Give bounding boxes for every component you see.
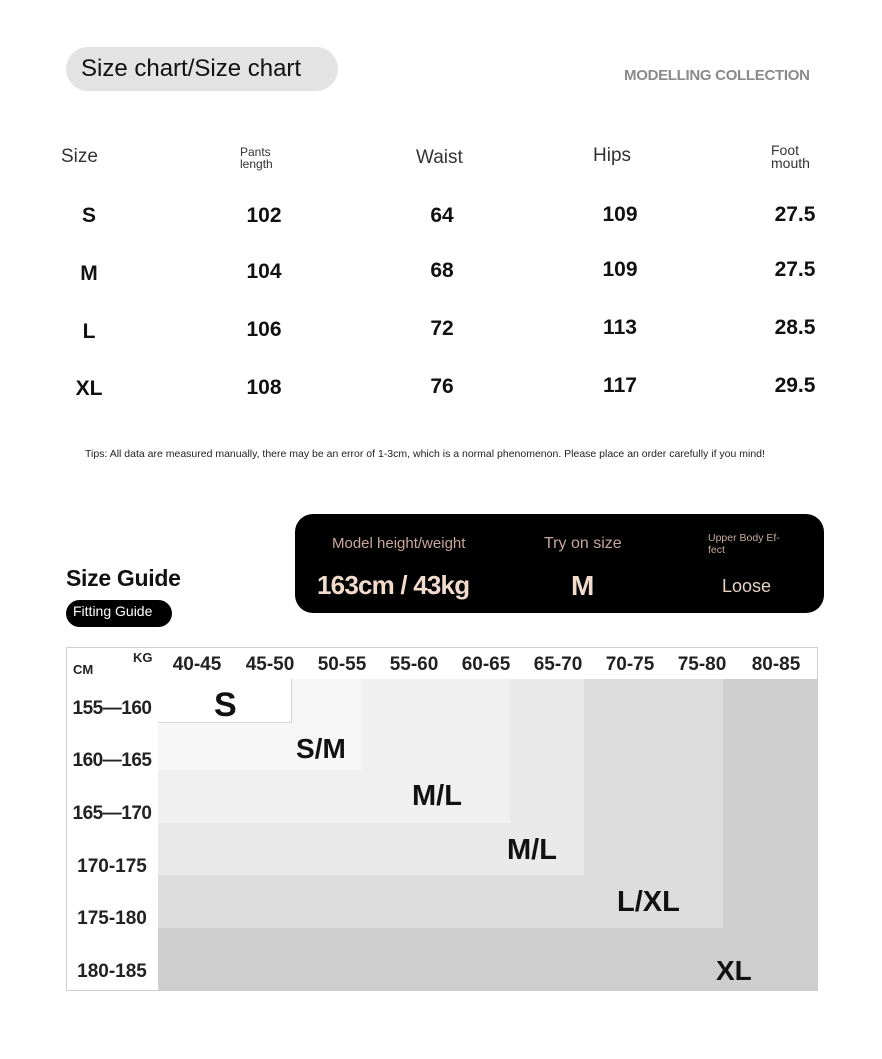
weight-column-header: 60-65: [461, 654, 511, 675]
col-header-foot-mouth: Foot mouth: [771, 142, 810, 171]
table-cell-waist: 68: [430, 259, 454, 282]
height-row-header: 160—165: [72, 750, 152, 771]
upper-body-effect-label: Upper Body Ef- fect: [708, 532, 780, 556]
model-height-weight-value: 163cm / 43kg: [317, 570, 470, 600]
table-cell-hips: 109: [602, 203, 638, 226]
table-cell-foot-mouth: 27.5: [774, 203, 816, 226]
collection-label: MODELLING COLLECTION: [624, 67, 810, 84]
height-row-header: 180-185: [77, 961, 147, 982]
kg-axis-label: KG: [133, 650, 153, 665]
table-cell-size: XL: [75, 377, 103, 400]
try-on-size-label: Try on size: [544, 535, 622, 552]
col-header-size: Size: [61, 146, 98, 167]
height-row-header: 155—160: [72, 698, 152, 719]
tips-note: Tips: All data are measured manually, there may be an error of 1-3cm, which is a normal phenomenon. Please place an order carefully if you mind!: [85, 448, 765, 460]
table-cell-hips: 109: [602, 258, 638, 281]
height-row-header: 170-175: [77, 856, 147, 877]
table-cell-waist: 72: [430, 317, 454, 340]
table-cell-size: M: [80, 262, 98, 285]
table-cell-pants-length: 106: [246, 318, 282, 341]
weight-column-header: 75-80: [677, 654, 727, 675]
zone-label-xl: XL: [716, 955, 752, 986]
try-on-size-value: M: [571, 570, 595, 601]
table-cell-pants-length: 102: [246, 204, 282, 227]
table-cell-size: S: [81, 204, 96, 227]
col-header-waist: Waist: [416, 147, 463, 168]
zone-label-l-xl: L/XL: [617, 886, 680, 918]
weight-column-header: 80-85: [751, 654, 801, 675]
table-cell-pants-length: 108: [246, 376, 282, 399]
zone-label-m-l-2: M/L: [507, 834, 557, 866]
weight-column-header: 50-55: [317, 654, 367, 675]
size-guide-title: Size Guide: [66, 565, 181, 591]
zone-label-s: S: [214, 686, 237, 724]
weight-column-header: 65-70: [533, 654, 583, 675]
table-cell-waist: 64: [430, 204, 454, 227]
weight-column-header: 55-60: [389, 654, 439, 675]
model-height-weight-label: Model height/weight: [332, 535, 466, 552]
zone-label-m-l: M/L: [412, 780, 462, 812]
weight-column-header: 45-50: [245, 654, 295, 675]
fitting-guide-badge: Fitting Guide: [66, 600, 172, 627]
table-cell-hips: 117: [603, 374, 637, 397]
table-cell-waist: 76: [430, 375, 454, 398]
height-row-header: 175-180: [77, 908, 147, 929]
table-cell-hips: 113: [603, 316, 637, 339]
zone-label-s-m: S/M: [296, 733, 346, 764]
cm-axis-label: CM: [73, 662, 94, 677]
col-header-hips: Hips: [593, 145, 632, 166]
weight-column-header: 40-45: [172, 654, 222, 675]
col-header-pants-length: Pants length: [240, 145, 273, 171]
weight-column-header: 70-75: [605, 654, 655, 675]
table-cell-foot-mouth: 27.5: [774, 258, 816, 281]
table-cell-foot-mouth: 29.5: [774, 374, 816, 397]
table-cell-foot-mouth: 28.5: [774, 316, 816, 339]
table-cell-size: L: [82, 320, 96, 343]
table-cell-pants-length: 104: [246, 260, 282, 283]
size-chart-title: Size chart/Size chart: [66, 47, 338, 91]
height-row-header: 165—170: [72, 803, 152, 824]
upper-body-effect-value: Loose: [722, 576, 772, 596]
